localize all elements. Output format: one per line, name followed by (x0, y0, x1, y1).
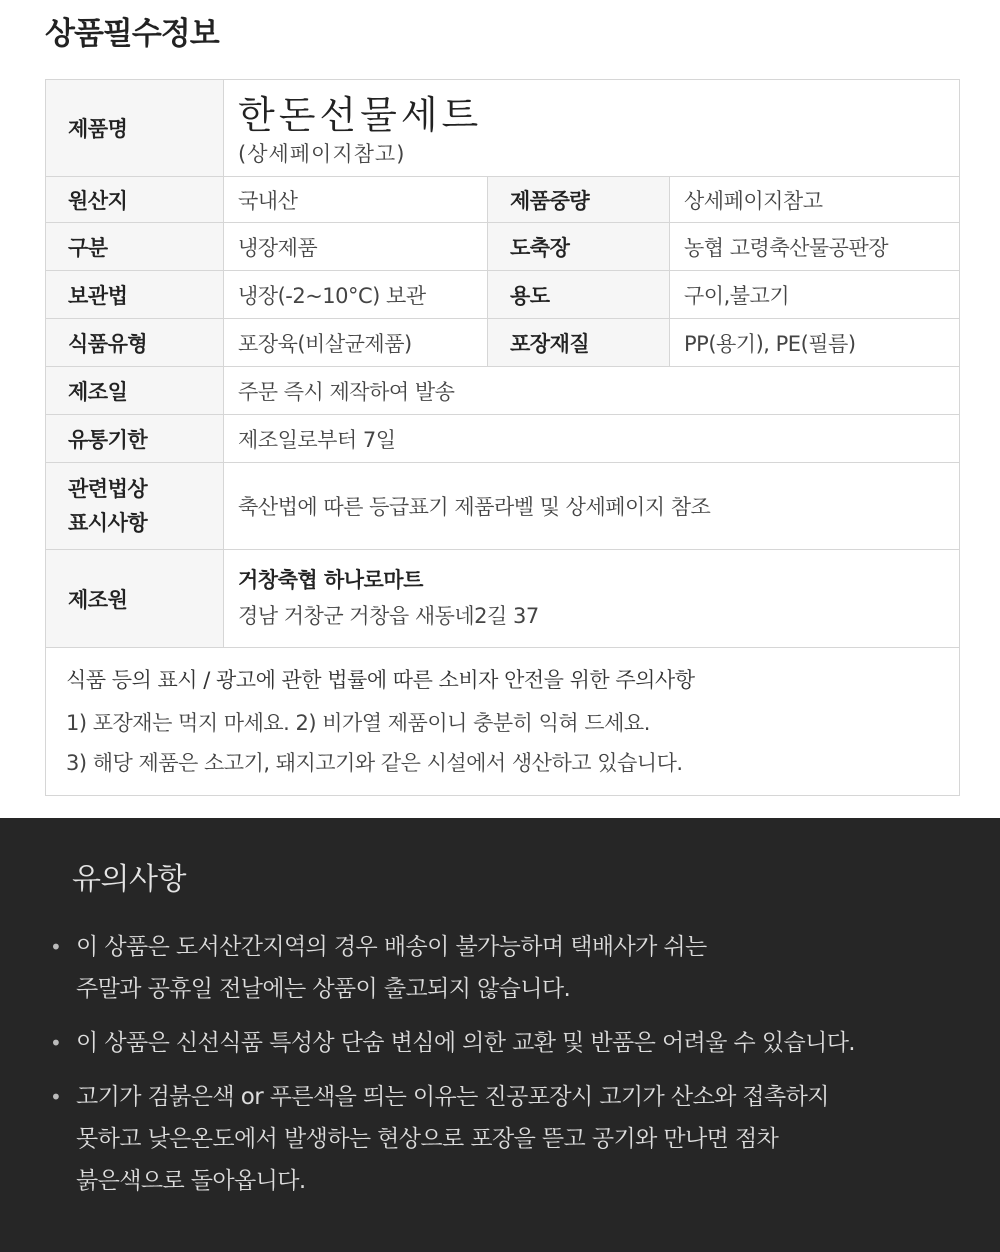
origin-value: 국내산 (224, 177, 488, 223)
table-row (46, 319, 960, 367)
table-row (46, 367, 960, 415)
product-name: 한돈선물세트 (238, 93, 483, 137)
manufacture-date-value: 주문 즉시 제작하여 발송 (224, 367, 960, 415)
page-title: 상품필수정보 (45, 16, 219, 52)
caution-text: 주말과 공휴일 전날에는 상품이 출고되지 않습니다. (76, 976, 571, 1002)
table-row (46, 648, 960, 796)
safety-notice-line: 3) 해당 제품은 소고기, 돼지고기와 같은 시설에서 생산하고 있습니다. (66, 750, 683, 775)
usage-label: 용도 (488, 271, 670, 319)
list-item (50, 1076, 970, 1202)
expiry-value: 제조일로부터 7일 (224, 415, 960, 463)
maker-name: 거창축협 하나로마트 (238, 567, 423, 592)
safety-notice (46, 648, 960, 796)
product-info-table (45, 79, 960, 796)
table-row (46, 550, 960, 648)
weight-label: 제품중량 (488, 177, 670, 223)
caution-text: 못하고 낮은온도에서 발생하는 현상으로 포장을 뜯고 공기와 만나면 점차 (76, 1126, 779, 1152)
food-type-value: 포장육(비살균제품) (224, 319, 488, 367)
slaughterhouse-value: 농협 고령축산물공판장 (670, 223, 960, 271)
storage-value: 냉장(-2~10°C) 보관 (224, 271, 488, 319)
list-item (50, 1022, 970, 1064)
caution-list (50, 926, 970, 1214)
legal-label (46, 463, 224, 550)
caution-text: 붉은색으로 돌아옵니다. (76, 1168, 306, 1194)
table-row (46, 80, 960, 177)
bullet-icon: • (50, 935, 62, 959)
storage-label: 보관법 (46, 271, 224, 319)
table-row (46, 177, 960, 223)
caution-section (0, 818, 1000, 1252)
product-name-note: (상세페이지참고) (238, 142, 406, 166)
usage-value: 구이,불고기 (670, 271, 960, 319)
bullet-icon: • (50, 1085, 62, 1109)
bullet-icon: • (50, 1031, 62, 1055)
product-name-label: 제품명 (46, 80, 224, 177)
packaging-label: 포장재질 (488, 319, 670, 367)
origin-label: 원산지 (46, 177, 224, 223)
legal-label-line: 표시사항 (68, 511, 148, 535)
slaughterhouse-label: 도축장 (488, 223, 670, 271)
expiry-label: 유통기한 (46, 415, 224, 463)
table-row (46, 223, 960, 271)
safety-notice-title: 식품 등의 표시 / 광고에 관한 법률에 따른 소비자 안전을 위한 주의사항 (66, 667, 695, 692)
maker-cell (224, 550, 960, 648)
product-name-cell (224, 80, 960, 177)
maker-label: 제조원 (46, 550, 224, 648)
legal-value: 축산법에 따른 등급표기 제품라벨 및 상세페이지 참조 (224, 463, 960, 550)
caution-text: 이 상품은 도서산간지역의 경우 배송이 불가능하며 택배사가 쉬는 (76, 934, 707, 960)
category-value: 냉장제품 (224, 223, 488, 271)
safety-notice-line: 1) 포장재는 먹지 마세요. 2) 비가열 제품이니 충분히 익혀 드세요. (66, 710, 650, 735)
caution-text: 이 상품은 신선식품 특성상 단숨 변심에 의한 교환 및 반품은 어려울 수 있습니다. (76, 1030, 856, 1056)
legal-label-line: 관련법상 (68, 477, 148, 501)
packaging-value: PP(용기), PE(필름) (670, 319, 960, 367)
table-row (46, 463, 960, 550)
caution-text: 고기가 검붉은색 or 푸른색을 띄는 이유는 진공포장시 고기가 산소와 접촉하지 (76, 1084, 829, 1110)
category-label: 구분 (46, 223, 224, 271)
table-row (46, 271, 960, 319)
list-item (50, 926, 970, 1010)
manufacture-date-label: 제조일 (46, 367, 224, 415)
caution-title: 유의사항 (72, 862, 186, 897)
table-row (46, 415, 960, 463)
food-type-label: 식품유형 (46, 319, 224, 367)
weight-value: 상세페이지참고 (670, 177, 960, 223)
maker-address: 경남 거창군 거창읍 새동네2길 37 (238, 603, 539, 628)
